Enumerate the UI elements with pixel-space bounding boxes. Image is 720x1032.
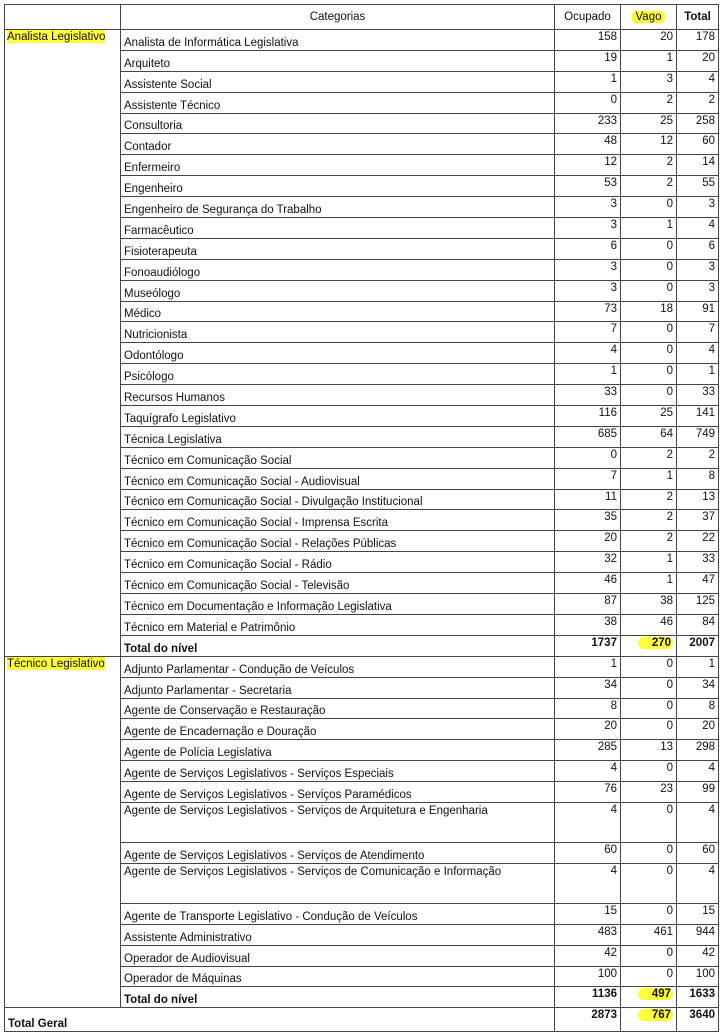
ocupado-cell: 3 xyxy=(555,218,621,239)
total-cell: 6 xyxy=(677,238,719,259)
category-cell: Psicólogo xyxy=(121,364,555,385)
ocupado-cell: 4 xyxy=(555,802,621,842)
level-total-label: Total do nível xyxy=(121,635,555,656)
vago-cell: 18 xyxy=(621,301,677,322)
category-cell: Museólogo xyxy=(121,280,555,301)
level-total-vago xyxy=(621,635,677,656)
total-cell: 42 xyxy=(677,945,719,966)
total-cell: 3 xyxy=(677,197,719,218)
ocupado-cell: 34 xyxy=(555,677,621,698)
vago-cell: 1 xyxy=(621,50,677,71)
category-cell: Técnico em Comunicação Social - Rádio xyxy=(121,552,555,573)
total-cell: 125 xyxy=(677,594,719,615)
ocupado-cell: 7 xyxy=(555,322,621,343)
vago-cell: 38 xyxy=(621,594,677,615)
ocupado-cell: 15 xyxy=(555,903,621,924)
table-row xyxy=(5,30,719,51)
category-cell: Operador de Máquinas xyxy=(121,966,555,987)
ocupado-cell: 87 xyxy=(555,594,621,615)
category-cell: Consultoria xyxy=(121,113,555,134)
category-cell: Técnico em Comunicação Social - Televisão xyxy=(121,573,555,594)
vago-cell: 0 xyxy=(621,385,677,406)
vago-cell: 0 xyxy=(621,197,677,218)
grand-total-vago xyxy=(621,1008,677,1032)
ocupado-cell: 0 xyxy=(555,447,621,468)
total-cell: 37 xyxy=(677,510,719,531)
vago-cell: 0 xyxy=(621,842,677,863)
vago-cell: 12 xyxy=(621,134,677,155)
level-total-ocupado: 1136 xyxy=(555,987,621,1008)
level-total-total: 1633 xyxy=(677,987,719,1008)
ocupado-cell: 3 xyxy=(555,280,621,301)
category-cell: Adjunto Parlamentar - Condução de Veículos xyxy=(121,656,555,677)
total-cell: 2 xyxy=(677,92,719,113)
total-cell: 91 xyxy=(677,301,719,322)
total-cell: 22 xyxy=(677,531,719,552)
total-cell: 3 xyxy=(677,280,719,301)
ocupado-cell: 48 xyxy=(555,134,621,155)
total-cell: 4 xyxy=(677,863,719,903)
category-cell: Assistente Social xyxy=(121,71,555,92)
total-cell: 8 xyxy=(677,468,719,489)
grand-total-total: 3640 xyxy=(677,1008,719,1032)
total-cell: 15 xyxy=(677,903,719,924)
ocupado-cell: 20 xyxy=(555,531,621,552)
total-cell: 33 xyxy=(677,552,719,573)
vago-cell: 0 xyxy=(621,698,677,719)
header-row xyxy=(5,5,719,30)
vago-cell: 0 xyxy=(621,903,677,924)
vago-cell: 0 xyxy=(621,802,677,842)
vago-cell: 1 xyxy=(621,573,677,594)
header-total: Total xyxy=(677,5,719,30)
ocupado-cell: 0 xyxy=(555,92,621,113)
total-cell: 55 xyxy=(677,176,719,197)
category-cell: Fisioterapeuta xyxy=(121,238,555,259)
level-total-vago-highlight: 270 xyxy=(638,637,673,649)
header-ocupado: Ocupado xyxy=(555,5,621,30)
positions-table xyxy=(4,4,719,1032)
category-cell: Agente de Serviços Legislativos - Serviços de Comunicação e Informação xyxy=(121,863,555,903)
ocupado-cell: 3 xyxy=(555,197,621,218)
total-cell: 47 xyxy=(677,573,719,594)
level-total-vago xyxy=(621,987,677,1008)
category-cell: Agente de Transporte Legislativo - Condução de Veículos xyxy=(121,903,555,924)
category-cell: Técnico em Comunicação Social - Relações Públicas xyxy=(121,531,555,552)
category-cell: Agente de Serviços Legislativos - Serviços Especiais xyxy=(121,761,555,782)
ocupado-cell: 60 xyxy=(555,842,621,863)
level-total-label: Total do nível xyxy=(121,987,555,1008)
category-cell: Fonoaudiólogo xyxy=(121,259,555,280)
vago-cell: 25 xyxy=(621,406,677,427)
total-cell: 14 xyxy=(677,155,719,176)
table-row xyxy=(5,656,719,677)
ocupado-cell: 158 xyxy=(555,30,621,51)
ocupado-cell: 1 xyxy=(555,656,621,677)
table-body xyxy=(5,30,719,1032)
grand-total-vago-highlight: 767 xyxy=(638,1009,673,1021)
ocupado-cell: 73 xyxy=(555,301,621,322)
ocupado-cell: 46 xyxy=(555,573,621,594)
ocupado-cell: 4 xyxy=(555,343,621,364)
vago-cell: 3 xyxy=(621,71,677,92)
ocupado-cell: 3 xyxy=(555,259,621,280)
category-cell: Técnico em Material e Patrimônio xyxy=(121,614,555,635)
total-cell: 4 xyxy=(677,802,719,842)
category-cell: Engenheiro de Segurança do Trabalho xyxy=(121,197,555,218)
total-cell: 944 xyxy=(677,924,719,945)
category-cell: Agente de Polícia Legislativa xyxy=(121,740,555,761)
ocupado-cell: 4 xyxy=(555,761,621,782)
vago-cell: 25 xyxy=(621,113,677,134)
category-cell: Arquiteto xyxy=(121,50,555,71)
ocupado-cell: 233 xyxy=(555,113,621,134)
vago-cell: 0 xyxy=(621,280,677,301)
total-cell: 3 xyxy=(677,259,719,280)
ocupado-cell: 100 xyxy=(555,966,621,987)
vago-cell: 0 xyxy=(621,322,677,343)
vago-cell: 0 xyxy=(621,863,677,903)
ocupado-cell: 35 xyxy=(555,510,621,531)
vago-cell: 2 xyxy=(621,510,677,531)
grand-total-ocupado: 2873 xyxy=(555,1008,621,1032)
total-cell: 1 xyxy=(677,656,719,677)
total-cell: 99 xyxy=(677,782,719,803)
ocupado-cell: 285 xyxy=(555,740,621,761)
header-vago xyxy=(621,5,677,30)
total-cell: 20 xyxy=(677,50,719,71)
ocupado-cell: 33 xyxy=(555,385,621,406)
category-cell: Médico xyxy=(121,301,555,322)
total-cell: 20 xyxy=(677,719,719,740)
total-cell: 34 xyxy=(677,677,719,698)
category-cell: Recursos Humanos xyxy=(121,385,555,406)
header-vago-highlight: Vago xyxy=(632,11,664,23)
header-blank xyxy=(5,5,121,30)
total-cell: 60 xyxy=(677,842,719,863)
ocupado-cell: 42 xyxy=(555,945,621,966)
vago-cell: 1 xyxy=(621,552,677,573)
category-cell: Farmacêutico xyxy=(121,218,555,239)
total-cell: 298 xyxy=(677,740,719,761)
vago-cell: 2 xyxy=(621,155,677,176)
grand-total-row xyxy=(5,1008,719,1032)
category-cell: Adjunto Parlamentar - Secretaria xyxy=(121,677,555,698)
total-cell: 749 xyxy=(677,426,719,447)
vago-cell: 0 xyxy=(621,719,677,740)
total-cell: 4 xyxy=(677,218,719,239)
vago-cell: 2 xyxy=(621,176,677,197)
group-label: Técnico Legislativo xyxy=(7,657,105,670)
level-total-vago-highlight: 497 xyxy=(638,988,673,1000)
ocupado-cell: 116 xyxy=(555,406,621,427)
total-cell: 178 xyxy=(677,30,719,51)
total-cell: 4 xyxy=(677,343,719,364)
ocupado-cell: 32 xyxy=(555,552,621,573)
ocupado-cell: 685 xyxy=(555,426,621,447)
vago-cell: 0 xyxy=(621,945,677,966)
header-categorias: Categorias xyxy=(121,5,555,30)
ocupado-cell: 20 xyxy=(555,719,621,740)
vago-cell: 46 xyxy=(621,614,677,635)
total-cell: 4 xyxy=(677,761,719,782)
vago-cell: 0 xyxy=(621,238,677,259)
category-cell: Enfermeiro xyxy=(121,155,555,176)
category-cell: Técnico em Comunicação Social xyxy=(121,447,555,468)
category-cell: Analista de Informática Legislativa xyxy=(121,30,555,51)
total-cell: 60 xyxy=(677,134,719,155)
total-cell: 4 xyxy=(677,71,719,92)
ocupado-cell: 53 xyxy=(555,176,621,197)
category-cell: Assistente Administrativo xyxy=(121,924,555,945)
category-cell: Engenheiro xyxy=(121,176,555,197)
total-cell: 7 xyxy=(677,322,719,343)
category-cell: Técnico em Documentação e Informação Legislativa xyxy=(121,594,555,615)
total-cell: 100 xyxy=(677,966,719,987)
vago-cell: 23 xyxy=(621,782,677,803)
vago-cell: 0 xyxy=(621,677,677,698)
vago-cell: 0 xyxy=(621,761,677,782)
group-label-cell xyxy=(5,656,121,1008)
total-cell: 8 xyxy=(677,698,719,719)
vago-cell: 2 xyxy=(621,92,677,113)
ocupado-cell: 4 xyxy=(555,863,621,903)
total-cell: 141 xyxy=(677,406,719,427)
category-cell: Agente de Serviços Legislativos - Serviços de Atendimento xyxy=(121,842,555,863)
total-cell: 13 xyxy=(677,489,719,510)
vago-cell: 0 xyxy=(621,364,677,385)
vago-cell: 64 xyxy=(621,426,677,447)
category-cell: Taquígrafo Legislativo xyxy=(121,406,555,427)
category-cell: Agente de Conservação e Restauração xyxy=(121,698,555,719)
ocupado-cell: 19 xyxy=(555,50,621,71)
total-cell: 33 xyxy=(677,385,719,406)
vago-cell: 2 xyxy=(621,447,677,468)
vago-cell: 2 xyxy=(621,531,677,552)
category-cell: Agente de Serviços Legislativos - Serviços de Arquitetura e Engenharia xyxy=(121,802,555,842)
category-cell: Técnico em Comunicação Social - Audiovisual xyxy=(121,468,555,489)
total-cell: 1 xyxy=(677,364,719,385)
ocupado-cell: 1 xyxy=(555,71,621,92)
grand-total-label: Total Geral xyxy=(5,1008,555,1032)
vago-cell: 13 xyxy=(621,740,677,761)
group-label-cell xyxy=(5,30,121,657)
vago-cell: 461 xyxy=(621,924,677,945)
vago-cell: 20 xyxy=(621,30,677,51)
category-cell: Assistente Técnico xyxy=(121,92,555,113)
vago-cell: 0 xyxy=(621,966,677,987)
level-total-ocupado: 1737 xyxy=(555,635,621,656)
group-label: Analista Legislativo xyxy=(7,31,106,43)
ocupado-cell: 8 xyxy=(555,698,621,719)
ocupado-cell: 1 xyxy=(555,364,621,385)
ocupado-cell: 483 xyxy=(555,924,621,945)
ocupado-cell: 6 xyxy=(555,238,621,259)
ocupado-cell: 7 xyxy=(555,468,621,489)
vago-cell: 1 xyxy=(621,468,677,489)
category-cell: Contador xyxy=(121,134,555,155)
category-cell: Odontólogo xyxy=(121,343,555,364)
category-cell: Nutricionista xyxy=(121,322,555,343)
ocupado-cell: 11 xyxy=(555,489,621,510)
category-cell: Técnica Legislativa xyxy=(121,426,555,447)
vago-cell: 2 xyxy=(621,489,677,510)
vago-cell: 0 xyxy=(621,259,677,280)
category-cell: Agente de Serviços Legislativos - Serviços Paramédicos xyxy=(121,782,555,803)
category-cell: Agente de Encadernação e Douração xyxy=(121,719,555,740)
ocupado-cell: 76 xyxy=(555,782,621,803)
ocupado-cell: 12 xyxy=(555,155,621,176)
total-cell: 2 xyxy=(677,447,719,468)
vago-cell: 1 xyxy=(621,218,677,239)
category-cell: Técnico em Comunicação Social - Imprensa Escrita xyxy=(121,510,555,531)
vago-cell: 0 xyxy=(621,656,677,677)
total-cell: 258 xyxy=(677,113,719,134)
level-total-total: 2007 xyxy=(677,635,719,656)
ocupado-cell: 38 xyxy=(555,614,621,635)
category-cell: Operador de Audiovisual xyxy=(121,945,555,966)
category-cell: Técnico em Comunicação Social - Divulgação Institucional xyxy=(121,489,555,510)
vago-cell: 0 xyxy=(621,343,677,364)
total-cell: 84 xyxy=(677,614,719,635)
